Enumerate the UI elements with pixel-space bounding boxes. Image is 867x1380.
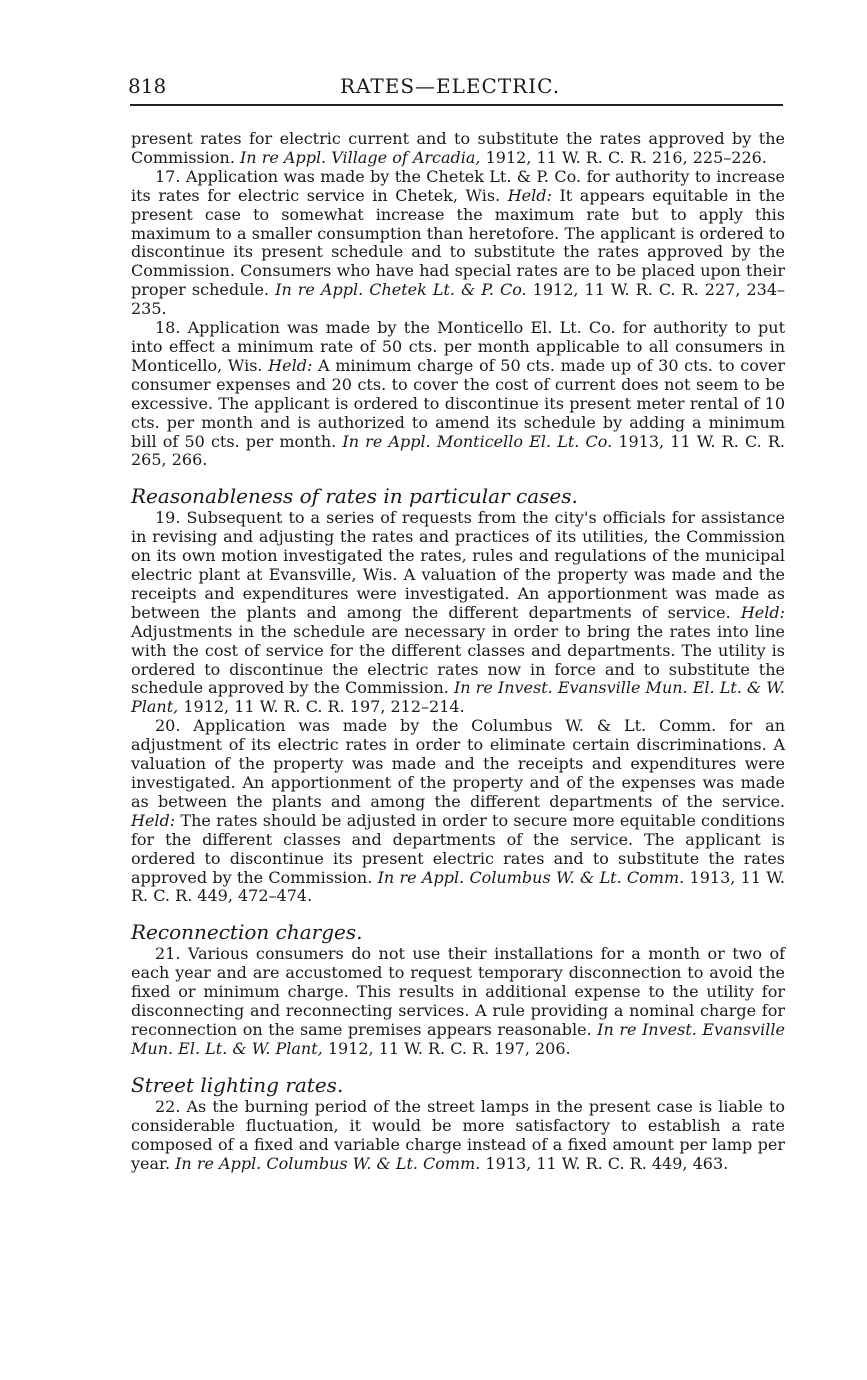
held-label: Held: [131, 810, 176, 830]
paragraph-18: 18. Application was made by the Monticello El. Lt. Co. for authority to put into effect a minimum rate of 50 cts. per month applicable to all consumers in Monticello, Wis. Held: A minimum charge of 50 cts. made up of 30 cts. to cover consumer expenses and 20 cts. to cover the cost of current does not seem to be excessive. The applicant is ordered to discontinue its present meter rental of 10 cts. per month and is authorized to amend its schedule by adding a minimum bill of 50 cts. per month. In re Appl. Monticello El. Lt. Co. 1913, 11 W. R. C. R. 265, 266. [131, 318, 786, 470]
paragraph-22: 22. As the burning period of the street lamps in the present case is liable to considerable fluctuation, it would be more satisfactory to establish a rate composed of a fixed and variable charge instead of a fixed amount per lamp per year. In re Appl. Columbus W. & Lt. Comm. 1913, 11 W. R. C. R. 449, 463. [131, 1096, 785, 1173]
paragraph-16-continued: present rates for electric current and to substitute the rates approved by the Commission. In re Appl. Village of Arcadia, 1912, 11 W. R. C. R. 216, 225–226. [131, 129, 785, 167]
page-body [131, 130, 785, 1173]
section-heading-reconnection: Reconnection charges. [131, 920, 363, 945]
held-label: Held: [507, 185, 552, 205]
held-label: Held: [740, 602, 785, 622]
header-rule [130, 104, 783, 106]
citation: In re Appl. Columbus W. & Lt. Comm. [175, 1153, 481, 1173]
section-heading-street-lighting: Street lighting rates. [131, 1072, 344, 1097]
paragraph-21: 21. Various consumers do not use their installations for a month or two of each year and are accustomed to request temporary disconnection to avoid the fixed or minimum charge. This results in additional expense to the utility for disconnecting and reconnecting services. A rule providing a nominal charge for reconnection on the same premises appears reasonable. In re Invest. Evansville Mun. El. Lt. & W. Plant, 1912, 11 W. R. C. R. 197, 206. [131, 944, 785, 1058]
citation: In re Appl. Monticello El. Lt. Co. [342, 431, 613, 451]
running-head: RATES—ELECTRIC. [340, 74, 561, 98]
paragraph-19: 19. Subsequent to a series of requests from the city's officials for assistance in revising and adjusting the rates and practices of its utilities, the Commission on its own motion investigated the rates, rules and regulations of the municipal electric plant at Evansville, Wis. A valuation of the property was made and the receipts and expenditures were investigated. An apportionment was made as between the plants and among the different departments of service. Held: Adjustments in the schedule are necessary in order to bring the rates into line with the cost of service for the different classes and departments. The utility is ordered to discontinue the electric rates now in force and to substitute the schedule approved by the Commission. In re Invest. Evansville Mun. El. Lt. & W. Plant, 1912, 11 W. R. C. R. 197, 212–214. [131, 508, 785, 717]
citation: In re Invest. Evansville Mun. El. Lt. & W. Plant, [131, 1019, 785, 1058]
held-label: Held: [268, 355, 313, 375]
citation: In re Appl. Columbus W. & Lt. Comm. [377, 867, 685, 887]
page-header [128, 74, 784, 104]
citation: In re Appl. Village of Arcadia, [239, 147, 481, 167]
page-number: 818 [128, 74, 167, 98]
paragraph-17: 17. Application was made by the Chetek Lt. & P. Co. for authority to increase its rates for electric service in Chetek, Wis. Held: It appears equitable in the present case to somewhat increase the maximum rate but to apply this maximum to a smaller consumption than heretofore. The applicant is ordered to discontinue its present schedule and to substitute the rates approved by the Commission. Consumers who have had special rates are to be placed upon their proper schedule. In re Appl. Chetek Lt. & P. Co. 1912, 11 W. R. C. R. 227, 234–235. [131, 166, 786, 319]
citation: In re Appl. Chetek Lt. & P. Co. [275, 280, 527, 300]
citation: In re Invest. Evansville Mun. El. Lt. & W. Plant, [131, 678, 785, 717]
paragraph-20: 20. Application was made by the Columbus W. & Lt. Comm. for an adjustment of its electric rates in order to eliminate certain discriminations. A valuation of the property was made and the receipts and expenditures were investigated. An apportionment of the property and of the expenses was made as between the plants and among the different departments of the service. Held: The rates should be adjusted in order to secure more equitable conditions for the different classes and departments of the service. The applicant is ordered to discontinue its present electric rates and to substitute the rates approved by the Commission. In re Appl. Columbus W. & Lt. Comm. 1913, 11 W. R. C. R. 449, 472–474. [131, 716, 786, 906]
section-heading-reasonableness: Reasonableness of rates in particular cases. [131, 484, 578, 509]
